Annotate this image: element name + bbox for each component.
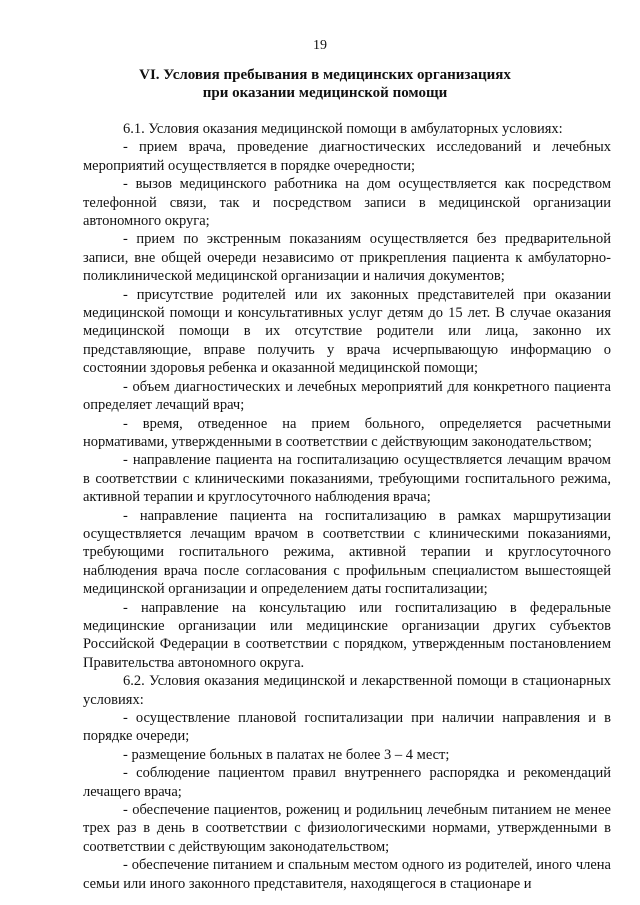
paragraph: - прием по экстренным показаниям осуществляется без предварительной записи, вне общей очереди независимо от прикрепления пациента к амбулаторно-поликлинической медицинской организации и наличия документов; [83,231,611,285]
paragraph: - объем диагностических и лечебных мероприятий для конкретного пациента определяет лечащий врач; [83,378,611,414]
paragraph: - прием врача, проведение диагностических исследований и лечебных мероприятий осуществляется в порядке очередности; [83,139,611,174]
paragraph: - направление пациента на госпитализацию в рамках маршрутизации осуществляется лечащим врачом в соответствии с клиническими показаниями, требующими госпитального режима, активной терапии и круглосуточного наблюдения врача после согласования с профильным специалистом вышестоящей медицинской организации и определением даты госпитализации; [83,507,611,598]
paragraph: 6.1. Условия оказания медицинской помощи в амбулаторных условиях: [123,121,563,137]
paragraph: - вызов медицинского работника на дом осуществляется как посредством телефонной связи, так и посредством записи в медицинской организации автономного округа; [83,176,611,230]
page-number: 19 [313,38,327,53]
paragraph: - присутствие родителей или их законных представителей при оказании медицинской помощи и консультативных услуг детям до 15 лет. В случае оказания медицинской помощи в их отсутствие родители или лица, законно их представляющие, вправе получить у врача исчерпывающую информацию о состоянии здоровья ребенка и оказанной медицинской помощи; [83,286,611,377]
document-body [83,120,611,893]
paragraph: - время, отведенное на прием больного, определяется расчетными нормативами, утвержденными в соответствии с действующим законодательством; [83,415,611,450]
paragraph: - обеспечение пациентов, рожениц и родильниц лечебным питанием не менее трех раз в день в соответствии с физиологическими нормами, утвержденными в соответствии с действующим законодательством; [83,802,611,855]
paragraph: - размещение больных в палатах не более 3 – 4 мест; [123,746,450,763]
section-title-line-2: при оказании медицинской помощи [202,85,448,101]
paragraph: - обеспечение питанием и спальным местом одного из родителей, иного члена семьи или иного законного представителя, находящегося в стационаре и [83,857,611,892]
section-title [60,66,590,102]
paragraph: - соблюдение пациентом правил внутреннего распорядка и рекомендаций лечащего врача; [83,765,611,800]
paragraph: - направление пациента на госпитализацию осуществляется лечащим врачом в соответствии с клиническими показаниями, требующими госпитального режима, активной терапии и круглосуточного наблюдения врача; [83,452,611,506]
paragraph: - осуществление плановой госпитализации при наличии направления и в порядке очереди; [83,710,611,745]
paragraph: 6.2. Условия оказания медицинской и лекарственной помощи в стационарных условиях: [83,673,611,708]
section-title-line-1: VI. Условия пребывания в медицинских организациях [139,67,511,83]
paragraph: - направление на консультацию или госпитализацию в федеральные медицинские организации или медицинские организации других субъектов Российской Федерации в соответствии с порядком, утвержденным постановлением Правительства автономного округа. [83,599,611,671]
